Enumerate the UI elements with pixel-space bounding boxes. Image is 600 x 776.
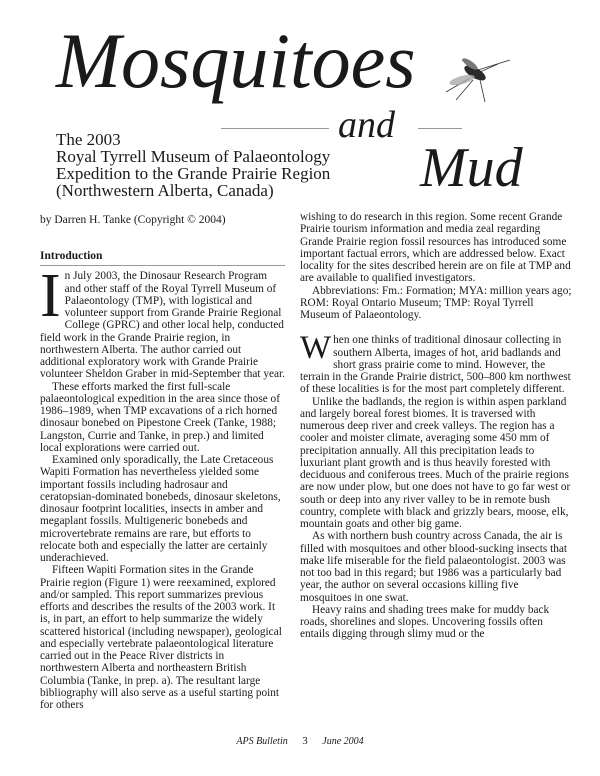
column-2 — [300, 211, 572, 641]
paragraph: As with northern bush country across Canada, the air is filled with mosquitoes and other blood-sucking insects that make life miserable for the field palaeontologist. 2003 was not too bad in this regard; but 1986 was a particularly bad year, the author on several occasions killing five mosquitoes in one swat. — [300, 530, 568, 604]
footer-page-number: 3 — [302, 735, 308, 747]
column-1 — [40, 250, 285, 711]
paragraph — [40, 262, 286, 381]
footer-date: June 2004 — [322, 736, 364, 747]
paragraph: Abbreviations: Fm.: Formation; MYA: million years ago; ROM: Royal Ontario Museum; TMP: Royal Tyrrell Museum of Palaeontology. — [300, 284, 572, 321]
paragraph: These efforts marked the first full-scale palaeontological expedition in the area since those of 1986–1989, when TMP excavations of a rich horned dinosaur bonebed on Pipestone Creek (Tanke, 1988; Langston, Currie and Tanke, in prep.) and limited local explorations were carried out. — [40, 380, 280, 454]
title-rule-right — [418, 128, 462, 129]
subtitle-line: Royal Tyrrell Museum of Palaeontology — [56, 147, 331, 166]
title-mosquitoes: Mosquitoes — [56, 17, 416, 104]
subtitle — [56, 131, 330, 199]
section-gap — [300, 321, 572, 334]
mosquito-illustration-icon — [440, 48, 512, 104]
paragraph — [300, 330, 572, 396]
paragraph: wishing to do research in this region. Some recent Grande Prairie tourism information and media zeal regarding Grande Prairie region fossil resources has introduced some important factual errors, which are addressed below. Exact locality for the sites described herein are on file at TMP and are available to qualified investigators. — [300, 211, 571, 285]
paragraph-text: hen one thinks of traditional dinosaur collecting in southern Alberta, images of hot, arid badlands and short grass prairie come to mind. However, the terrain in the Grande Prairie district, 500–800 km northwest of these localities is for the most part completely different. — [300, 334, 571, 396]
footer-publication: APS Bulletin — [236, 736, 288, 747]
section-heading-introduction: Introduction — [40, 250, 285, 266]
subtitle-line: Expedition to the Grande Prairie Region — [56, 164, 331, 183]
title-and: and — [338, 104, 395, 146]
paragraph: Fifteen Wapiti Formation sites in the Grande Prairie region (Figure 1) were reexamined, explored and/or sampled. This report summarizes previous efforts and describes the results of the 2003 work. It is, in part, an effort to help summarize the widely scattered historical (including newspaper), geological and especially vertebrate palaeontological literature carried out in the Peace River districts in northwestern Alberta and northeastern British Columbia (Tanke, in prep. a). The resultant large bibliography will also serve as a useful starting point for others — [40, 564, 282, 711]
drop-cap: W — [300, 330, 332, 367]
title-rule-left — [221, 128, 329, 129]
byline: by Darren H. Tanke (Copyright © 2004) — [40, 214, 226, 226]
subtitle-line: (Northwestern Alberta, Canada) — [56, 181, 274, 200]
paragraph: Examined only sporadically, the Late Cretaceous Wapiti Formation has nevertheless yielded some important fossils including hadrosaur and ceratopsian-dominated bonebeds, dinosaur skeletons, dinosaur footprint localities, insects in amber and megaplant fossils. Multigeneric bonebeds and microvertebrate remains are rare, but efforts to relocate both and especially the latter are certainly underachieved. — [40, 454, 281, 564]
paragraph-text: n July 2003, the Dinosaur Research Program and other staff of the Royal Tyrrell Museum of Palaeontology (TMP), with logistical and volunteer support from Grande Prairie Regional College (GPRC) and other local help, conducted field work in the Grande Prairie region, in northwestern Alberta. The author carried out additional exploratory work with Grande Prairie volunteer Sheldon Graber in mid-September that year. — [40, 270, 286, 381]
page-footer — [0, 735, 600, 747]
title-mud: Mud — [420, 137, 523, 199]
subtitle-line: The 2003 — [56, 130, 121, 149]
paragraph: Heavy rains and shading trees make for muddy back roads, shorelines and slopes. Uncovering fossils often entails digging through slimy mud or the — [300, 603, 550, 641]
paragraph: Unlike the badlands, the region is within aspen parkland and largely boreal forest biomes. It is traversed with numerous deep river and creek valleys. The region has a cooler and moister climate, averaging some 450 mm of precipitation annually. All this precipitation leads to luxuriant plant growth and is thus heavily forested with deciduous and coniferous trees. Much of the prairie regions are now under plow, but one does not have to go far west or south or deep into any river valley to be in remote bush country, complete with black and grizzly bears, moose, elk, mountain goats and other big game. — [300, 395, 571, 530]
drop-cap: I — [40, 262, 61, 331]
